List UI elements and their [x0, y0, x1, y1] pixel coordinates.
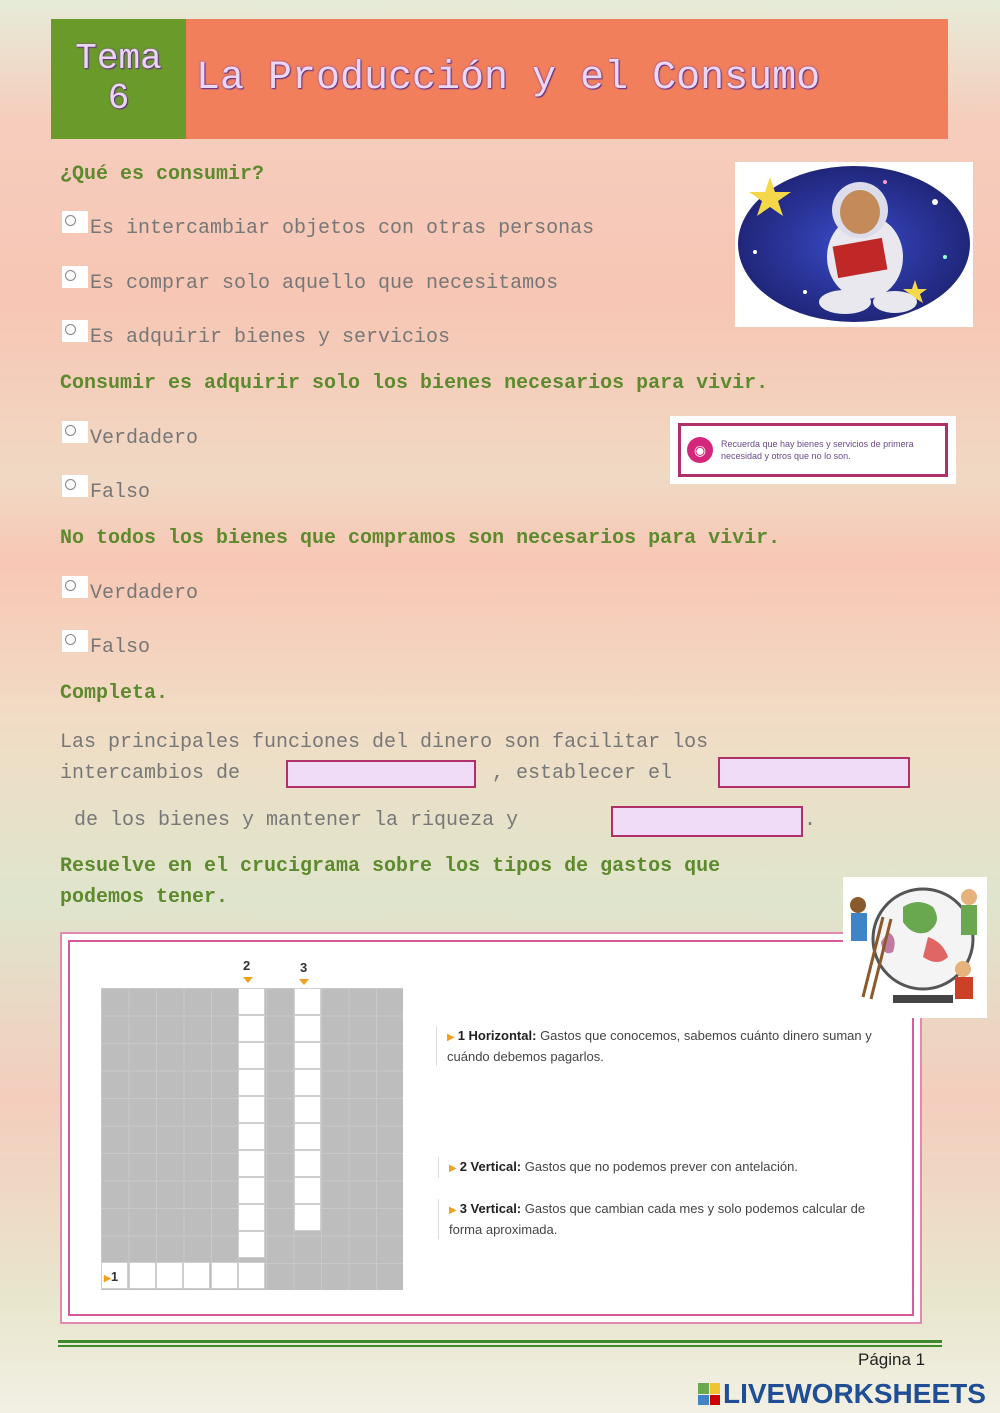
radio-button[interactable]: [62, 630, 88, 652]
triangle-icon: ▶: [447, 1032, 455, 1043]
question-5-line-1: Resuelve en el crucigrama sobre los tipos de gastos que: [60, 855, 721, 878]
brand-name: LIVEWORKSHEETS: [723, 1378, 986, 1409]
q3-option-true[interactable]: [62, 582, 198, 605]
crossword-cell[interactable]: [238, 1096, 265, 1123]
crossword-cell[interactable]: [183, 1262, 210, 1289]
q2-option-false-label: Falso: [90, 481, 151, 504]
q1-option-2[interactable]: [62, 272, 558, 295]
crossword-cell[interactable]: [211, 1262, 238, 1289]
crossword-cell[interactable]: [238, 1042, 265, 1069]
astronaut-illustration: [735, 162, 973, 327]
fill-text-line-3a: de los bienes y mantener la riqueza y: [74, 809, 519, 832]
crossword-cell[interactable]: [238, 1177, 265, 1204]
footer-divider: [58, 1345, 942, 1347]
answer-input-2[interactable]: [718, 757, 910, 788]
crossword-cell[interactable]: [294, 1123, 321, 1150]
crossword-cell[interactable]: [238, 1015, 265, 1042]
radio-button[interactable]: [62, 266, 88, 288]
crossword-cell[interactable]: [294, 1042, 321, 1069]
radio-button[interactable]: [62, 320, 88, 342]
crossword-cell[interactable]: [238, 1123, 265, 1150]
q1-option-3-label: Es adquirir bienes y servicios: [90, 326, 451, 349]
radio-button[interactable]: [62, 576, 88, 598]
q3-option-false[interactable]: [62, 636, 150, 659]
crossword-cell[interactable]: [294, 988, 321, 1015]
triangle-icon: ▶: [449, 1163, 457, 1174]
crossword-cell[interactable]: [294, 1204, 321, 1231]
clue-1-horizontal: ▶ 1 Horizontal: Gastos que conocemos, sabemos cuánto dinero suman y cuándo debemos pagarlos.: [436, 1026, 897, 1066]
crossword-cell[interactable]: [238, 1069, 265, 1096]
crossword-number-2: 2: [243, 958, 251, 973]
crossword-cell[interactable]: [129, 1262, 156, 1289]
question-5-line-2: podemos tener.: [60, 886, 229, 909]
radio-button[interactable]: [62, 211, 88, 233]
footer-divider: [58, 1340, 942, 1343]
crossword-cell[interactable]: [294, 1150, 321, 1177]
question-1: ¿Qué es consumir?: [60, 163, 265, 186]
question-3: No todos los bienes que compramos son necesarios para vivir.: [60, 527, 781, 550]
crossword-cell[interactable]: [238, 988, 265, 1015]
globe-illustration: [843, 877, 987, 1018]
q2-option-false[interactable]: [62, 481, 150, 504]
radio-button[interactable]: [62, 421, 88, 443]
q2-option-true[interactable]: [62, 427, 198, 450]
crossword-cell[interactable]: [238, 1262, 265, 1289]
fill-text-line-3b: .: [804, 809, 817, 832]
crossword-cell[interactable]: [156, 1262, 183, 1289]
radio-button[interactable]: [62, 475, 88, 497]
answer-input-3[interactable]: [611, 806, 803, 837]
kids-globe-image: [843, 877, 987, 1018]
liveworksheets-logo[interactable]: [698, 1378, 986, 1410]
reminder-card: [670, 416, 956, 484]
q3-option-true-label: Verdadero: [90, 582, 199, 605]
tema-number: 6: [107, 78, 130, 119]
crossword-cell[interactable]: [294, 1096, 321, 1123]
arrow-down-icon: [243, 977, 253, 983]
arrow-down-icon: [299, 979, 309, 985]
fill-text-line-2b: , establecer el: [492, 762, 673, 785]
tema-badge: [51, 19, 186, 139]
crossword-cell[interactable]: [238, 1204, 265, 1231]
question-4: Completa.: [60, 682, 169, 705]
q1-option-3[interactable]: [62, 326, 450, 349]
q2-option-true-label: Verdadero: [90, 427, 199, 450]
tema-label: Tema: [75, 38, 162, 79]
crossword-cell[interactable]: [294, 1177, 321, 1204]
page-title: La Producción y el Consumo: [186, 19, 948, 139]
clue-3-vertical: ▶ 3 Vertical: Gastos que cambian cada mes y solo podemos calcular de forma aproximada.: [438, 1199, 899, 1239]
q1-option-1[interactable]: [62, 217, 594, 240]
crossword-cell[interactable]: [294, 1069, 321, 1096]
triangle-icon: ▶: [449, 1205, 457, 1216]
fill-text-line-2a: intercambios de: [60, 762, 241, 785]
crossword-cell[interactable]: [238, 1150, 265, 1177]
answer-input-1[interactable]: [286, 760, 476, 788]
q1-option-2-label: Es comprar solo aquello que necesitamos: [90, 272, 559, 295]
reminder-text: Recuerda que hay bienes y servicios de primera necesidad y otros que no lo son.: [721, 439, 914, 461]
logo-icon: [698, 1383, 720, 1405]
crossword-cell[interactable]: [294, 1015, 321, 1042]
fill-text-line-1: Las principales funciones del dinero son facilitar los: [60, 731, 709, 754]
astronaut-reading-image: [735, 162, 973, 327]
crossword-cell[interactable]: [238, 1231, 265, 1258]
page-number: Página 1: [858, 1350, 926, 1369]
question-2: Consumir es adquirir solo los bienes necesarios para vivir.: [60, 372, 769, 395]
clue-2-vertical: ▶ 2 Vertical: Gastos que no podemos prever con antelación.: [438, 1157, 899, 1178]
q1-option-1-label: Es intercambiar objetos con otras personas: [90, 217, 595, 240]
crossword-number-3: 3: [300, 960, 308, 975]
crossword-grid: [101, 988, 403, 1290]
ear-icon: ◉: [687, 437, 713, 463]
crossword-number-1: ▶1: [104, 1269, 119, 1284]
q3-option-false-label: Falso: [90, 636, 151, 659]
